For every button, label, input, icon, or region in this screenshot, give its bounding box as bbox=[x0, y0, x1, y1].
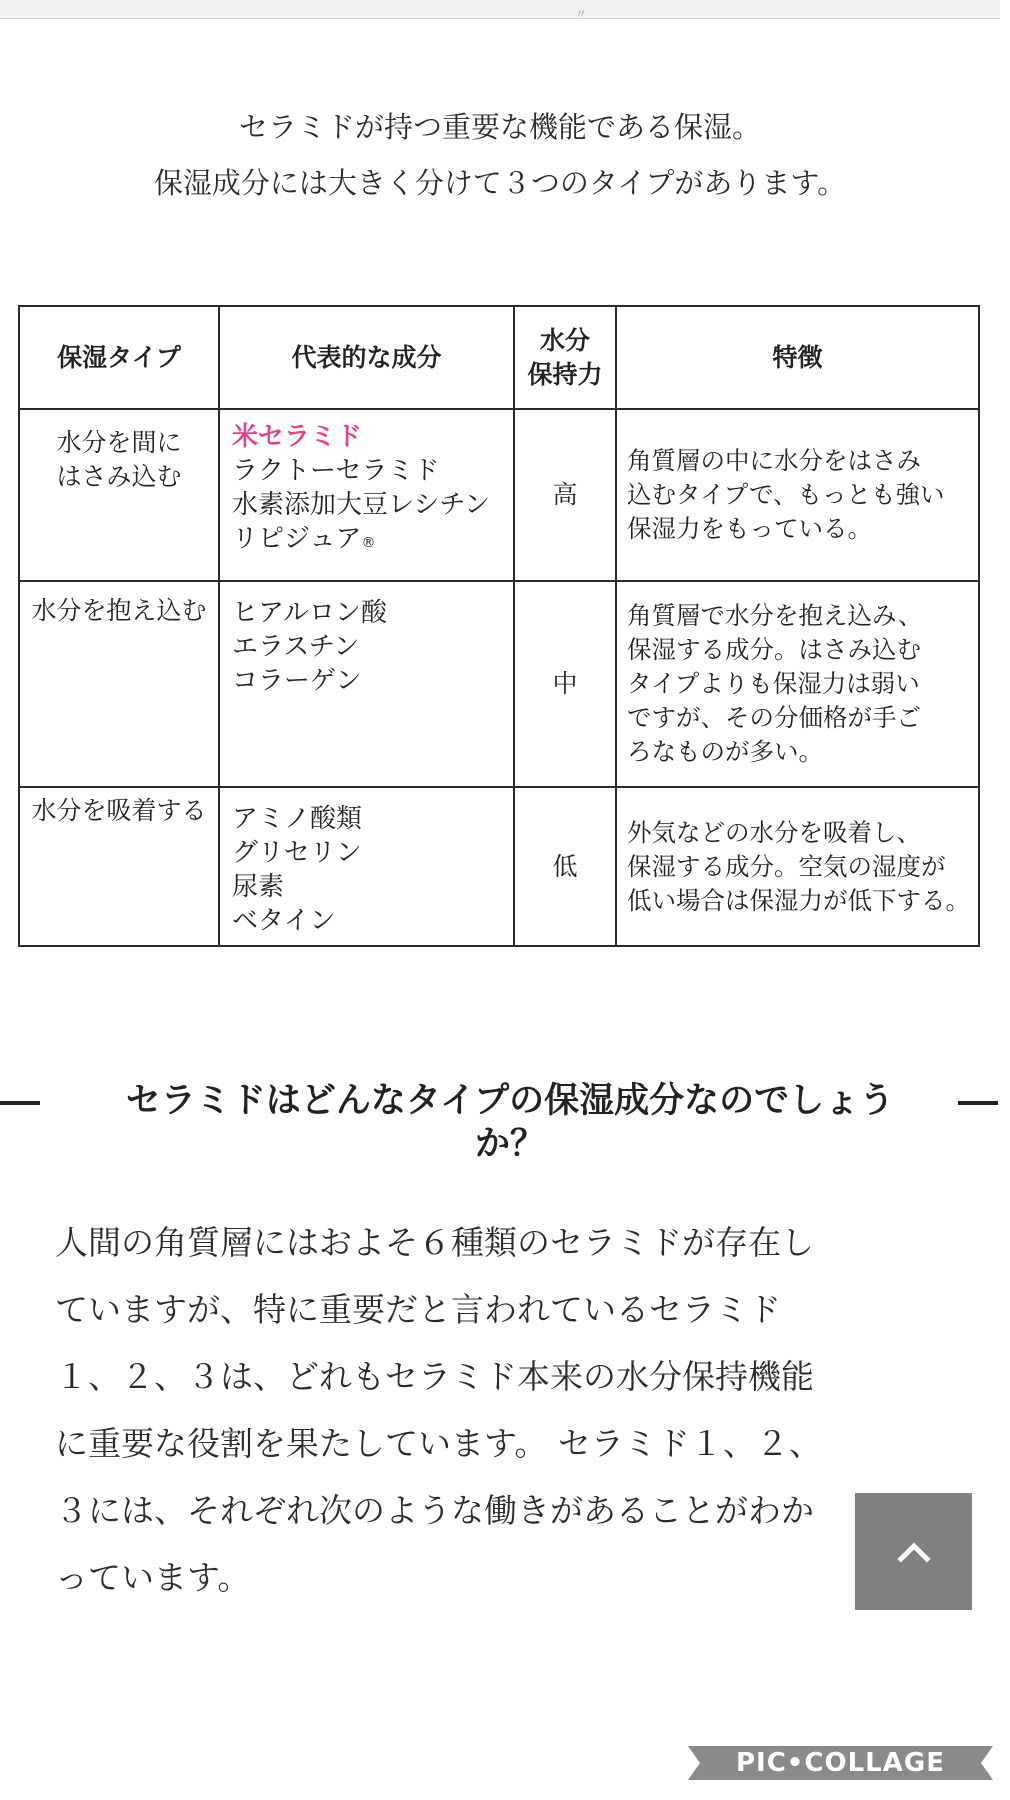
row-1-features bbox=[616, 409, 979, 581]
body-line-1: 人間の角質層にはおよそ６種類のセラミドが存在し bbox=[55, 1223, 814, 1262]
header-retention-line-1: 水分 bbox=[539, 325, 590, 355]
scroll-to-top-button[interactable] bbox=[855, 1493, 972, 1610]
section-heading bbox=[0, 1080, 1000, 1170]
row-2-level: 中 bbox=[514, 581, 616, 787]
row-1-feature-line-1: 角質層の中に水分をはさみ bbox=[627, 446, 921, 475]
row-3-feature-line-2: 保湿する成分。空気の湿度が bbox=[627, 851, 946, 881]
header-features: 特徴 bbox=[616, 306, 979, 409]
body-line-3: １、２、３は、どれもセラミド本来の水分保持機能 bbox=[55, 1357, 814, 1396]
row-2-feature-line-1: 角質層で水分を抱え込み、 bbox=[627, 601, 923, 630]
body-line-5: ３には、それぞれ次のような働きがあることがわか bbox=[55, 1491, 814, 1530]
row-3-feature-line-1: 外気などの水分を吸着し、 bbox=[627, 817, 921, 847]
heading-decoration-left bbox=[0, 1101, 40, 1105]
body-line-4: に重要な役割を果たしています。 セラミド１、２、 bbox=[55, 1424, 822, 1463]
table-row bbox=[19, 409, 979, 581]
table-row bbox=[19, 581, 979, 787]
section-title bbox=[60, 1080, 960, 1166]
table-row bbox=[19, 787, 979, 946]
row-1-ingredients bbox=[219, 409, 514, 581]
row-1-feature-line-3: 保湿力をもっている。 bbox=[627, 514, 872, 543]
section-title-line-2: か？ bbox=[474, 1124, 545, 1164]
row-1-ingredient-1: ラクトーセラミド bbox=[232, 456, 440, 486]
row-2-features bbox=[616, 581, 979, 787]
row-2-feature-line-3: タイプよりも保湿力は弱い bbox=[627, 669, 920, 698]
intro-line-2: 保湿成分には大きく分けて３つのタイプがあります。 bbox=[153, 166, 847, 200]
row-1-ingredient-3-name: リピジュア bbox=[232, 524, 362, 554]
row-1-type-line-1: 水分を間に bbox=[56, 428, 182, 457]
row-3-ingredient-4: ベタイン bbox=[232, 906, 336, 936]
registered-mark: ® bbox=[361, 535, 376, 551]
top-app-bar bbox=[0, 0, 1000, 19]
row-2-feature-line-2: 保湿する成分。はさみ込む bbox=[627, 635, 921, 664]
intro-line-1: セラミドが持つ重要な機能である保湿。 bbox=[238, 110, 761, 144]
body-paragraph bbox=[55, 1209, 985, 1611]
row-2-type-line-1: 水分を抱え込む bbox=[31, 596, 207, 625]
heading-decoration-right bbox=[958, 1101, 998, 1105]
row-3-level: 低 bbox=[514, 787, 616, 946]
row-1-ingredient-3 bbox=[232, 522, 513, 560]
table-header-row bbox=[19, 306, 979, 409]
row-3-features bbox=[616, 787, 979, 946]
row-2-feature-line-4: ですが、その分価格が手ご bbox=[627, 703, 921, 732]
intro-text bbox=[0, 99, 1000, 211]
row-2-type bbox=[19, 581, 219, 787]
section-title-line-1: セラミドはどんなタイプの保湿成分なのでしょう bbox=[125, 1081, 895, 1121]
row-3-type-line-1: 水分を吸着する bbox=[31, 796, 207, 825]
row-1-feature-line-2: 込むタイプで、もっとも強い bbox=[627, 480, 945, 509]
row-1-type-line-2: はさみ込む bbox=[56, 462, 182, 491]
body-line-2: ていますが、特に重要だと言われているセラミド bbox=[55, 1290, 781, 1329]
header-type: 保湿タイプ bbox=[19, 306, 219, 409]
row-2-ingredient-1: ヒアルロン酸 bbox=[232, 598, 387, 628]
row-3-type bbox=[19, 787, 219, 946]
header-ingredients: 代表的な成分 bbox=[219, 306, 514, 409]
row-1-level: 高 bbox=[514, 409, 616, 581]
row-2-feature-line-5: ろなものが多い。 bbox=[627, 737, 823, 766]
pic-collage-watermark bbox=[688, 1746, 993, 1780]
row-3-ingredients bbox=[219, 787, 514, 946]
row-1-type bbox=[19, 409, 219, 581]
row-2-ingredient-3: コラーゲン bbox=[232, 666, 362, 696]
watermark-text: PIC•COLLAGE bbox=[736, 1748, 945, 1778]
moisturizer-type-table bbox=[18, 305, 980, 947]
row-3-ingredient-2: グリセリン bbox=[232, 838, 362, 868]
row-2-ingredient-2: エラスチン bbox=[232, 632, 360, 662]
rice-ceramide-highlight: 米セラミド bbox=[232, 422, 363, 452]
top-bar-glyph: 〃 bbox=[575, 7, 588, 21]
header-retention bbox=[514, 306, 616, 409]
row-2-ingredients bbox=[219, 581, 514, 787]
row-3-feature-line-3: 低い場合は保湿力が低下する。 bbox=[627, 885, 970, 915]
body-line-6: っています。 bbox=[55, 1558, 251, 1597]
row-3-ingredient-1: アミノ酸類 bbox=[232, 804, 363, 834]
chevron-up-icon bbox=[897, 1541, 931, 1563]
row-3-ingredient-3: 尿素 bbox=[232, 872, 285, 902]
row-1-ingredient-2: 水素添加大豆レシチン bbox=[232, 490, 491, 520]
header-retention-line-2: 保持力 bbox=[527, 359, 603, 389]
